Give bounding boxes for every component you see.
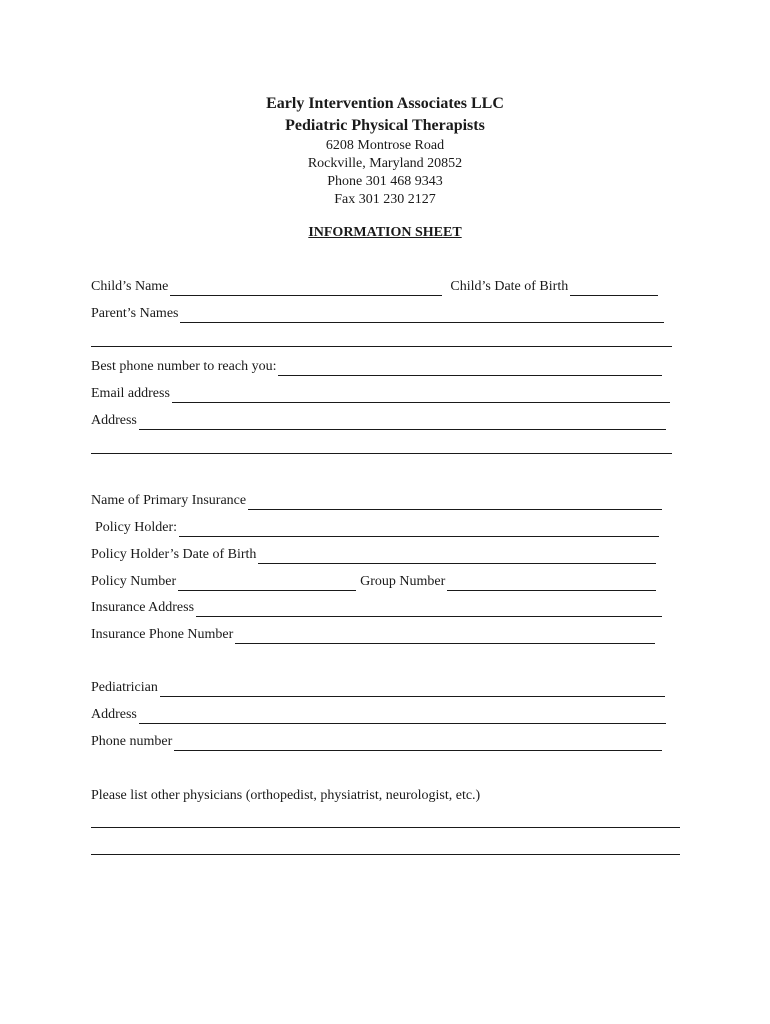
address-label: Address (91, 413, 137, 428)
insurance-phone-label: Insurance Phone Number (91, 627, 234, 642)
email-field[interactable] (172, 388, 670, 403)
insurance-phone-row (91, 626, 655, 644)
primary-insurance-field[interactable] (248, 495, 662, 510)
policy-number-field[interactable] (178, 576, 356, 591)
address-row (91, 412, 666, 430)
policy-holder-label: Policy Holder: (95, 520, 178, 535)
email-label: Email address (91, 386, 170, 401)
pediatrician-address-field[interactable] (139, 709, 666, 724)
policy-holder-row (95, 519, 659, 537)
child-name-label: Child’s Name (91, 279, 169, 294)
best-phone-row (91, 358, 662, 376)
letterhead (0, 93, 770, 209)
pediatrician-address-label: Address (91, 707, 137, 722)
other-physicians-line-1[interactable] (91, 827, 680, 828)
address-field[interactable] (139, 415, 666, 430)
child-dob-field[interactable] (570, 281, 658, 296)
best-phone-label: Best phone number to reach you: (91, 359, 277, 374)
address-field-line-2[interactable] (91, 453, 672, 454)
insurance-address-label: Insurance Address (91, 600, 195, 615)
pediatrician-phone-row (91, 733, 662, 751)
other-physicians-row (91, 787, 480, 805)
fax-number: Fax 301 230 2127 (334, 192, 436, 207)
policy-holder-dob-field[interactable] (258, 549, 656, 564)
parents-label: Parent’s Names (91, 306, 179, 321)
form-title: INFORMATION SHEET (308, 225, 462, 240)
pediatrician-phone-label: Phone number (91, 734, 173, 749)
email-row (91, 385, 670, 403)
insurance-address-row (91, 599, 662, 617)
phone-number: Phone 301 468 9343 (327, 174, 443, 189)
company-subtitle: Pediatric Physical Therapists (285, 117, 485, 134)
policy-number-label: Policy Number (91, 574, 177, 589)
parents-field[interactable] (180, 308, 664, 323)
insurance-phone-field[interactable] (235, 629, 655, 644)
group-number-field[interactable] (447, 576, 656, 591)
pediatrician-field[interactable] (160, 682, 665, 697)
pediatrician-label: Pediatrician (91, 680, 158, 695)
primary-insurance-row (91, 492, 662, 510)
insurance-address-field[interactable] (196, 602, 662, 617)
policy-holder-dob-row (91, 546, 656, 564)
child-dob-label: Child’s Date of Birth (450, 279, 569, 294)
child-name-field[interactable] (170, 281, 442, 296)
street-address: 6208 Montrose Road (325, 138, 445, 153)
policy-number-row (91, 573, 656, 591)
pediatrician-row (91, 679, 665, 697)
other-physicians-label: Please list other physicians (orthopedist, physiatrist, neurologist, etc.) (91, 788, 481, 803)
city-state-zip: Rockville, Maryland 20852 (307, 156, 463, 171)
child-name-row (91, 278, 658, 296)
parents-row (91, 305, 664, 323)
primary-insurance-label: Name of Primary Insurance (91, 493, 247, 508)
best-phone-field[interactable] (278, 361, 662, 376)
policy-holder-dob-label: Policy Holder’s Date of Birth (91, 547, 257, 562)
policy-holder-field[interactable] (179, 522, 659, 537)
pediatrician-address-row (91, 706, 666, 724)
group-number-label: Group Number (360, 574, 446, 589)
pediatrician-phone-field[interactable] (174, 736, 662, 751)
company-name: Early Intervention Associates LLC (266, 95, 504, 112)
other-physicians-line-2[interactable] (91, 854, 680, 855)
parents-field-line-2[interactable] (91, 346, 672, 347)
